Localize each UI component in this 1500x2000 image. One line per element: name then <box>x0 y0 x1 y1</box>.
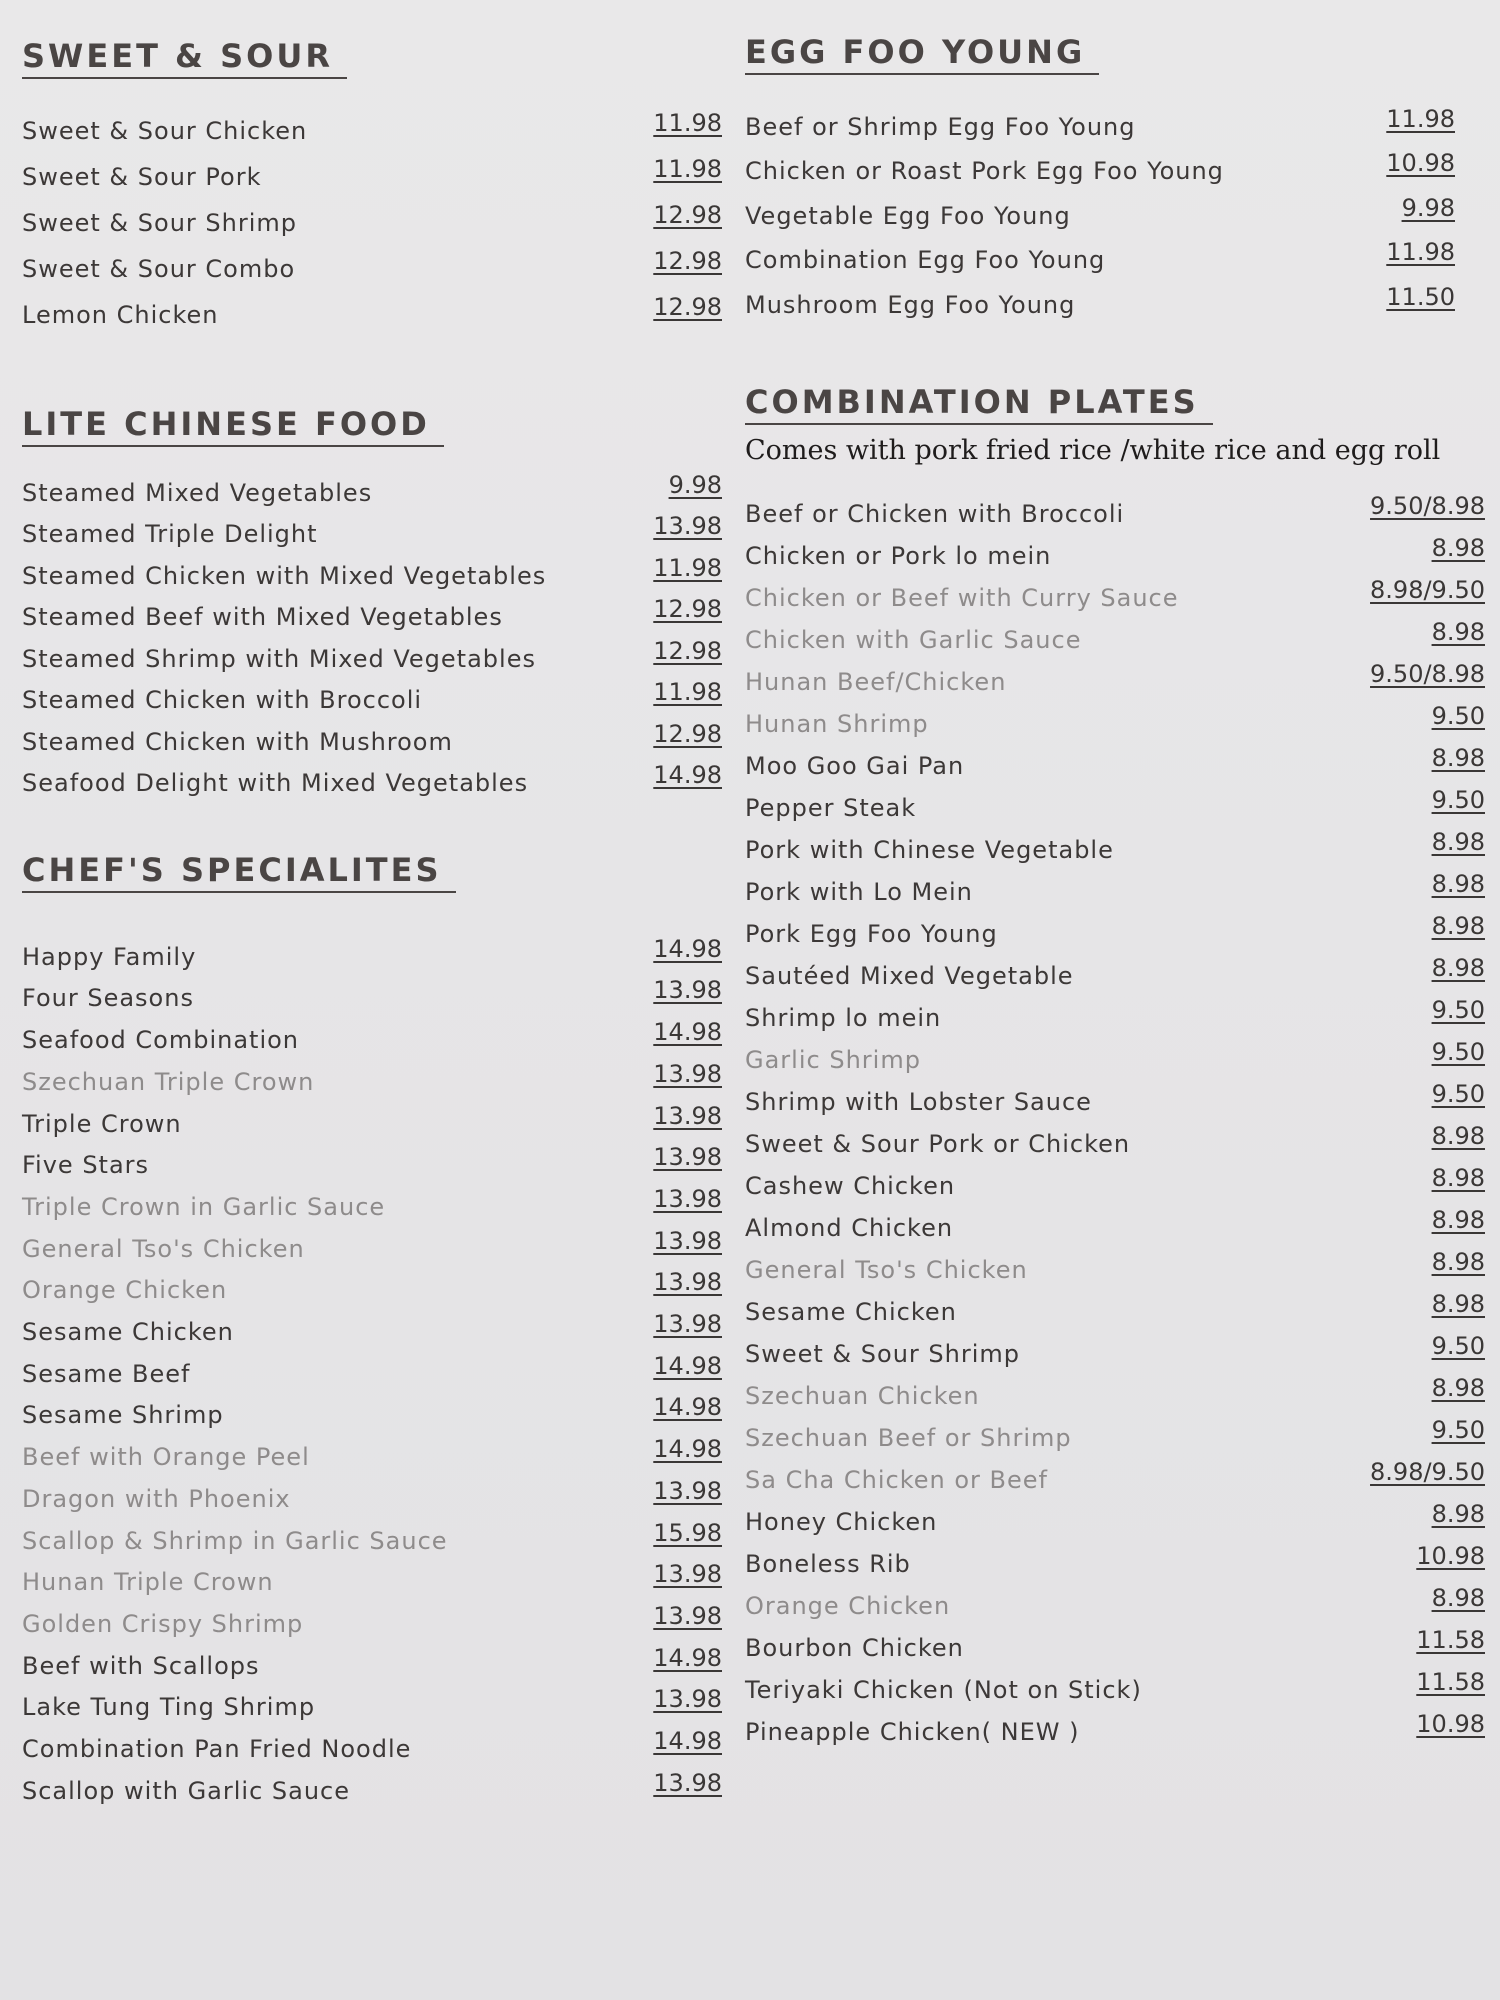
menu-item <box>22 1310 722 1358</box>
menu-item <box>745 911 1485 960</box>
menu-item-name: Sweet & Sour Shrimp <box>22 208 297 237</box>
section-lite-chinese-food <box>22 406 722 819</box>
menu-item-price: 9.50 <box>1431 1037 1485 1066</box>
menu-item <box>22 1601 722 1650</box>
menu-item-price: 11.98 <box>653 154 722 183</box>
menu-item <box>22 719 722 768</box>
menu-item-price: 11.50 <box>1386 282 1455 311</box>
menu-item <box>745 995 1485 1044</box>
menu-item <box>22 246 722 295</box>
menu-item-price: 8.98 <box>1431 1499 1485 1528</box>
menu-item-price: 11.98 <box>653 553 722 582</box>
menu-item-price: 13.98 <box>653 1059 722 1088</box>
menu-item <box>22 200 722 249</box>
menu-item <box>745 575 1485 624</box>
menu-item-name: Vegetable Egg Foo Young <box>745 201 1071 230</box>
menu-item <box>22 934 722 983</box>
menu-item <box>22 1476 722 1525</box>
menu-item-price: 13.98 <box>653 512 722 541</box>
menu-item-name: Scallop with Garlic Sauce <box>22 1776 351 1805</box>
menu-item-name: Combination Egg Foo Young <box>745 246 1106 275</box>
menu-item-name: Szechuan Triple Crown <box>22 1067 315 1096</box>
menu-item-name: Beef or Chicken with Broccoli <box>745 499 1125 528</box>
menu-item <box>22 1768 722 1817</box>
menu-item-price: 15.98 <box>653 1518 722 1547</box>
menu-item-name: Triple Crown in Garlic Sauce <box>22 1192 386 1221</box>
menu-item-name: Sweet & Sour Shrimp <box>745 1339 1020 1368</box>
menu-item <box>745 1499 1485 1548</box>
section-title: LITE CHINESE FOOD <box>22 406 444 447</box>
menu-item-name: Seafood Delight with Mixed Vegetables <box>22 769 529 798</box>
menu-item-price: 12.98 <box>653 636 722 665</box>
section-sweet-sour <box>22 38 722 327</box>
menu-item <box>22 1560 722 1608</box>
menu-item-name: Pork with Lo Mein <box>745 877 973 906</box>
menu-item-price: 8.98 <box>1431 1583 1485 1612</box>
menu-item-price: 11.98 <box>1386 238 1455 267</box>
menu-item <box>745 1667 1485 1716</box>
menu-item-price: 9.50 <box>1431 1079 1485 1108</box>
menu-item-price: 14.98 <box>653 1351 722 1380</box>
menu-item-name: Chicken or Roast Pork Egg Foo Young <box>745 157 1224 186</box>
menu-item-price: 12.98 <box>653 719 722 748</box>
menu-item-name: Orange Chicken <box>22 1276 228 1305</box>
menu-item-name: Triple Crown <box>22 1109 182 1138</box>
menu-item-name: Sesame Shrimp <box>22 1401 224 1430</box>
menu-item-price: 8.98/9.50 <box>1370 1457 1485 1486</box>
menu-item-name: Chicken or Beef with Curry Sauce <box>745 583 1179 612</box>
menu-item-name: Szechuan Chicken <box>745 1381 980 1410</box>
menu-item-name: Sesame Chicken <box>745 1297 957 1326</box>
menu-item-name: Beef with Orange Peel <box>22 1443 310 1472</box>
menu-item-name: Happy Family <box>22 942 197 971</box>
menu-item <box>745 1037 1485 1086</box>
menu-item <box>22 1226 722 1275</box>
menu-item-name: Szechuan Beef or Shrimp <box>745 1423 1072 1452</box>
menu-item-name: Almond Chicken <box>745 1213 954 1242</box>
menu-item <box>745 1583 1485 1632</box>
menu-item <box>745 1289 1485 1338</box>
menu-item-name: Hunan Beef/Chicken <box>745 667 1007 696</box>
menu-item <box>745 1625 1485 1674</box>
menu-item-price: 8.98 <box>1431 827 1485 856</box>
menu-item-name: Golden Crispy Shrimp <box>22 1609 304 1638</box>
menu-item-price: 11.98 <box>653 108 722 137</box>
menu-item-price: 11.98 <box>1386 104 1455 133</box>
menu-item-price: 9.50 <box>1431 1415 1485 1444</box>
section-title: COMBINATION PLATES <box>745 384 1213 425</box>
menu-item-price: 8.98 <box>1431 869 1485 898</box>
menu-items <box>22 934 722 1823</box>
menu-item-name: Beef or Shrimp Egg Foo Young <box>745 112 1136 141</box>
menu-item-price: 10.98 <box>1416 1709 1485 1738</box>
menu-item-name: Pineapple Chicken( NEW ) <box>745 1717 1080 1746</box>
menu-item-name: Scallop & Shrimp in Garlic Sauce <box>22 1526 448 1555</box>
menu-item-price: 13.98 <box>653 1143 722 1172</box>
menu-item-name: Four Seasons <box>22 984 194 1013</box>
menu-item-name: Sesame Beef <box>22 1359 191 1388</box>
menu-item <box>745 743 1485 792</box>
menu-item-price: 8.98 <box>1431 1247 1485 1276</box>
menu-item-price: 8.98 <box>1431 1205 1485 1234</box>
menu-item <box>745 1121 1485 1170</box>
menu-item-price: 14.98 <box>653 1435 722 1464</box>
menu-item-name: Sesame Chicken <box>22 1318 234 1347</box>
menu-items <box>745 491 1485 1750</box>
menu-item-name: Steamed Beef with Mixed Vegetables <box>22 603 503 632</box>
menu-item <box>22 1018 722 1066</box>
menu-item-name: Lemon Chicken <box>22 300 219 329</box>
menu-item-name: Shrimp lo mein <box>745 1003 942 1032</box>
menu-item <box>22 553 722 602</box>
menu-item-price: 12.98 <box>653 246 722 275</box>
menu-item-name: Shrimp with Lobster Sauce <box>745 1087 1092 1116</box>
menu-item-name: Lake Tung Ting Shrimp <box>22 1693 316 1722</box>
menu-item-name: Steamed Mixed Vegetables <box>22 478 373 507</box>
menu-item <box>22 678 722 726</box>
menu-item <box>745 659 1485 708</box>
menu-item <box>745 953 1485 1002</box>
menu-item-price: 13.98 <box>653 1226 722 1255</box>
section-title: CHEF'S SPECIALITES <box>22 852 456 893</box>
menu-item-price: 14.98 <box>653 934 722 963</box>
menu-item <box>745 491 1485 540</box>
menu-item-price: 9.50 <box>1431 1331 1485 1360</box>
menu-item <box>745 1373 1485 1422</box>
menu-item-name: Teriyaki Chicken (Not on Stick) <box>745 1675 1142 1704</box>
menu-item-price: 9.50/8.98 <box>1370 491 1485 520</box>
menu-item-name: Steamed Chicken with Mushroom <box>22 727 453 756</box>
menu-item-name: Sweet & Sour Chicken <box>22 116 308 145</box>
menu-item <box>22 1268 722 1316</box>
menu-item-name: Steamed Shrimp with Mixed Vegetables <box>22 644 536 673</box>
menu-item-name: Steamed Triple Delight <box>22 520 318 549</box>
menu-item <box>22 1059 722 1108</box>
menu-item-name: Combination Pan Fried Noodle <box>22 1735 412 1764</box>
menu-item-name: Sweet & Sour Pork or Chicken <box>745 1129 1131 1158</box>
menu-item-price: 8.98 <box>1431 1373 1485 1402</box>
menu-item <box>22 1184 722 1233</box>
menu-item-name: Mushroom Egg Foo Young <box>745 290 1076 319</box>
menu-item-price: 11.58 <box>1416 1625 1485 1654</box>
section-title: SWEET & SOUR <box>22 38 347 79</box>
menu-item <box>745 869 1485 918</box>
menu-item-name: Chicken or Pork lo mein <box>745 541 1052 570</box>
menu-item-name: Garlic Shrimp <box>745 1045 921 1074</box>
menu-item-price: 13.98 <box>653 1560 722 1589</box>
menu-item <box>745 1205 1485 1254</box>
menu-item-price: 13.98 <box>653 1101 722 1130</box>
menu-items <box>745 104 1455 323</box>
menu-item-name: Chicken with Garlic Sauce <box>745 625 1082 654</box>
menu-item-price: 13.98 <box>653 976 722 1005</box>
menu-item <box>745 785 1485 834</box>
menu-item-price: 13.98 <box>653 1768 722 1797</box>
menu-item-price: 14.98 <box>653 1643 722 1672</box>
menu-item-price: 14.98 <box>653 1393 722 1422</box>
menu-item <box>22 1685 722 1733</box>
menu-item-price: 8.98 <box>1431 911 1485 940</box>
menu-item-name: General Tso's Chicken <box>22 1234 305 1263</box>
menu-item-price: 9.98 <box>1401 193 1455 222</box>
menu-item-price: 8.98 <box>1431 1163 1485 1192</box>
menu-item <box>745 104 1455 153</box>
section-chefs-specialites <box>22 852 722 1823</box>
menu-item <box>745 1247 1485 1296</box>
menu-item <box>22 1143 722 1191</box>
menu-item-price: 12.98 <box>653 595 722 624</box>
menu-item-price: 13.98 <box>653 1476 722 1505</box>
menu-item-price: 9.50 <box>1431 701 1485 730</box>
menu-item-name: Hunan Triple Crown <box>22 1568 274 1597</box>
menu-item-price: 8.98 <box>1431 1289 1485 1318</box>
menu-item <box>22 636 722 685</box>
menu-item-name: Dragon with Phoenix <box>22 1484 291 1513</box>
menu-item-name: Steamed Chicken with Broccoli <box>22 686 423 715</box>
menu-item-price: 8.98 <box>1431 533 1485 562</box>
menu-item <box>22 1351 722 1400</box>
menu-item <box>22 976 722 1024</box>
menu-item-name: Moo Goo Gai Pan <box>745 751 965 780</box>
menu-item-price: 9.50/8.98 <box>1370 659 1485 688</box>
menu-item <box>745 1457 1485 1506</box>
menu-item-price: 13.98 <box>653 1601 722 1630</box>
section-subtitle: Comes with pork fried rice /white rice and egg roll <box>745 434 1441 466</box>
menu-item <box>22 1643 722 1692</box>
menu-item <box>745 827 1485 876</box>
menu-item <box>22 1435 722 1483</box>
menu-item-price: 14.98 <box>653 761 722 790</box>
menu-items <box>22 108 722 329</box>
menu-item <box>745 193 1455 242</box>
menu-item <box>22 1727 722 1775</box>
menu-item <box>22 1393 722 1441</box>
menu-item-price: 10.98 <box>1416 1541 1485 1570</box>
section-title: EGG FOO YOUNG <box>745 34 1099 75</box>
menu-item <box>745 1163 1485 1212</box>
menu-item-name: Cashew Chicken <box>745 1171 956 1200</box>
menu-item-price: 10.98 <box>1386 149 1455 178</box>
menu-item-price: 12.98 <box>653 200 722 229</box>
menu-item-name: Five Stars <box>22 1151 150 1180</box>
section-egg-foo-young <box>745 34 1455 323</box>
menu-items <box>22 470 722 819</box>
menu-item-price: 9.50 <box>1431 785 1485 814</box>
menu-item-name: General Tso's Chicken <box>745 1255 1028 1284</box>
menu-item <box>745 1541 1485 1590</box>
menu-item-price: 13.98 <box>653 1268 722 1297</box>
menu-item <box>22 1518 722 1567</box>
menu-item-name: Seafood Combination <box>22 1026 299 1055</box>
menu-item-name: Sweet & Sour Combo <box>22 254 296 283</box>
menu-item <box>745 1079 1485 1128</box>
menu-item-price: 8.98 <box>1431 743 1485 772</box>
menu-item-price: 9.50 <box>1431 995 1485 1024</box>
menu-item-price: 13.98 <box>653 1685 722 1714</box>
menu-item-name: Sautéed Mixed Vegetable <box>745 961 1074 990</box>
menu-item-price: 8.98/9.50 <box>1370 575 1485 604</box>
menu-item-price: 13.98 <box>653 1310 722 1339</box>
menu-item-name: Honey Chicken <box>745 1507 938 1536</box>
menu-item <box>22 1101 722 1150</box>
menu-item <box>745 1331 1485 1380</box>
menu-item <box>22 761 722 809</box>
menu-item-name: Pepper Steak <box>745 793 917 822</box>
menu-item-price: 12.98 <box>653 292 722 321</box>
menu-item <box>745 238 1455 286</box>
menu-item-name: Pork with Chinese Vegetable <box>745 835 1114 864</box>
menu-item <box>22 470 722 519</box>
menu-item-name: Bourbon Chicken <box>745 1633 964 1662</box>
menu-item-price: 8.98 <box>1431 1121 1485 1150</box>
menu-item <box>745 149 1455 197</box>
menu-item-name: Hunan Shrimp <box>745 709 929 738</box>
menu-item <box>745 1709 1485 1758</box>
menu-item-price: 13.98 <box>653 1184 722 1213</box>
menu-item-name: Orange Chicken <box>745 1591 951 1620</box>
menu-item-name: Steamed Chicken with Mixed Vegetables <box>22 561 547 590</box>
menu-item-name: Beef with Scallops <box>22 1651 260 1680</box>
menu-item-name: Boneless Rib <box>745 1549 911 1578</box>
menu-item <box>22 292 722 341</box>
menu-item-price: 11.98 <box>653 678 722 707</box>
menu-item <box>22 512 722 560</box>
menu-item-name: Sweet & Sour Pork <box>22 162 262 191</box>
menu-item-price: 11.58 <box>1416 1667 1485 1696</box>
menu-item-price: 8.98 <box>1431 617 1485 646</box>
section-combination-plates <box>745 384 1485 1750</box>
menu-item-price: 14.98 <box>653 1018 722 1047</box>
menu-item <box>22 595 722 643</box>
menu-item <box>22 154 722 203</box>
menu-item-price: 14.98 <box>653 1727 722 1756</box>
menu-item-name: Pork Egg Foo Young <box>745 919 998 948</box>
menu-item-name: Sa Cha Chicken or Beef <box>745 1465 1048 1494</box>
menu-item <box>745 701 1485 750</box>
menu-item-price: 8.98 <box>1431 953 1485 982</box>
menu-item <box>22 108 722 157</box>
menu-item-price: 9.98 <box>668 470 722 499</box>
menu-item <box>745 282 1455 331</box>
